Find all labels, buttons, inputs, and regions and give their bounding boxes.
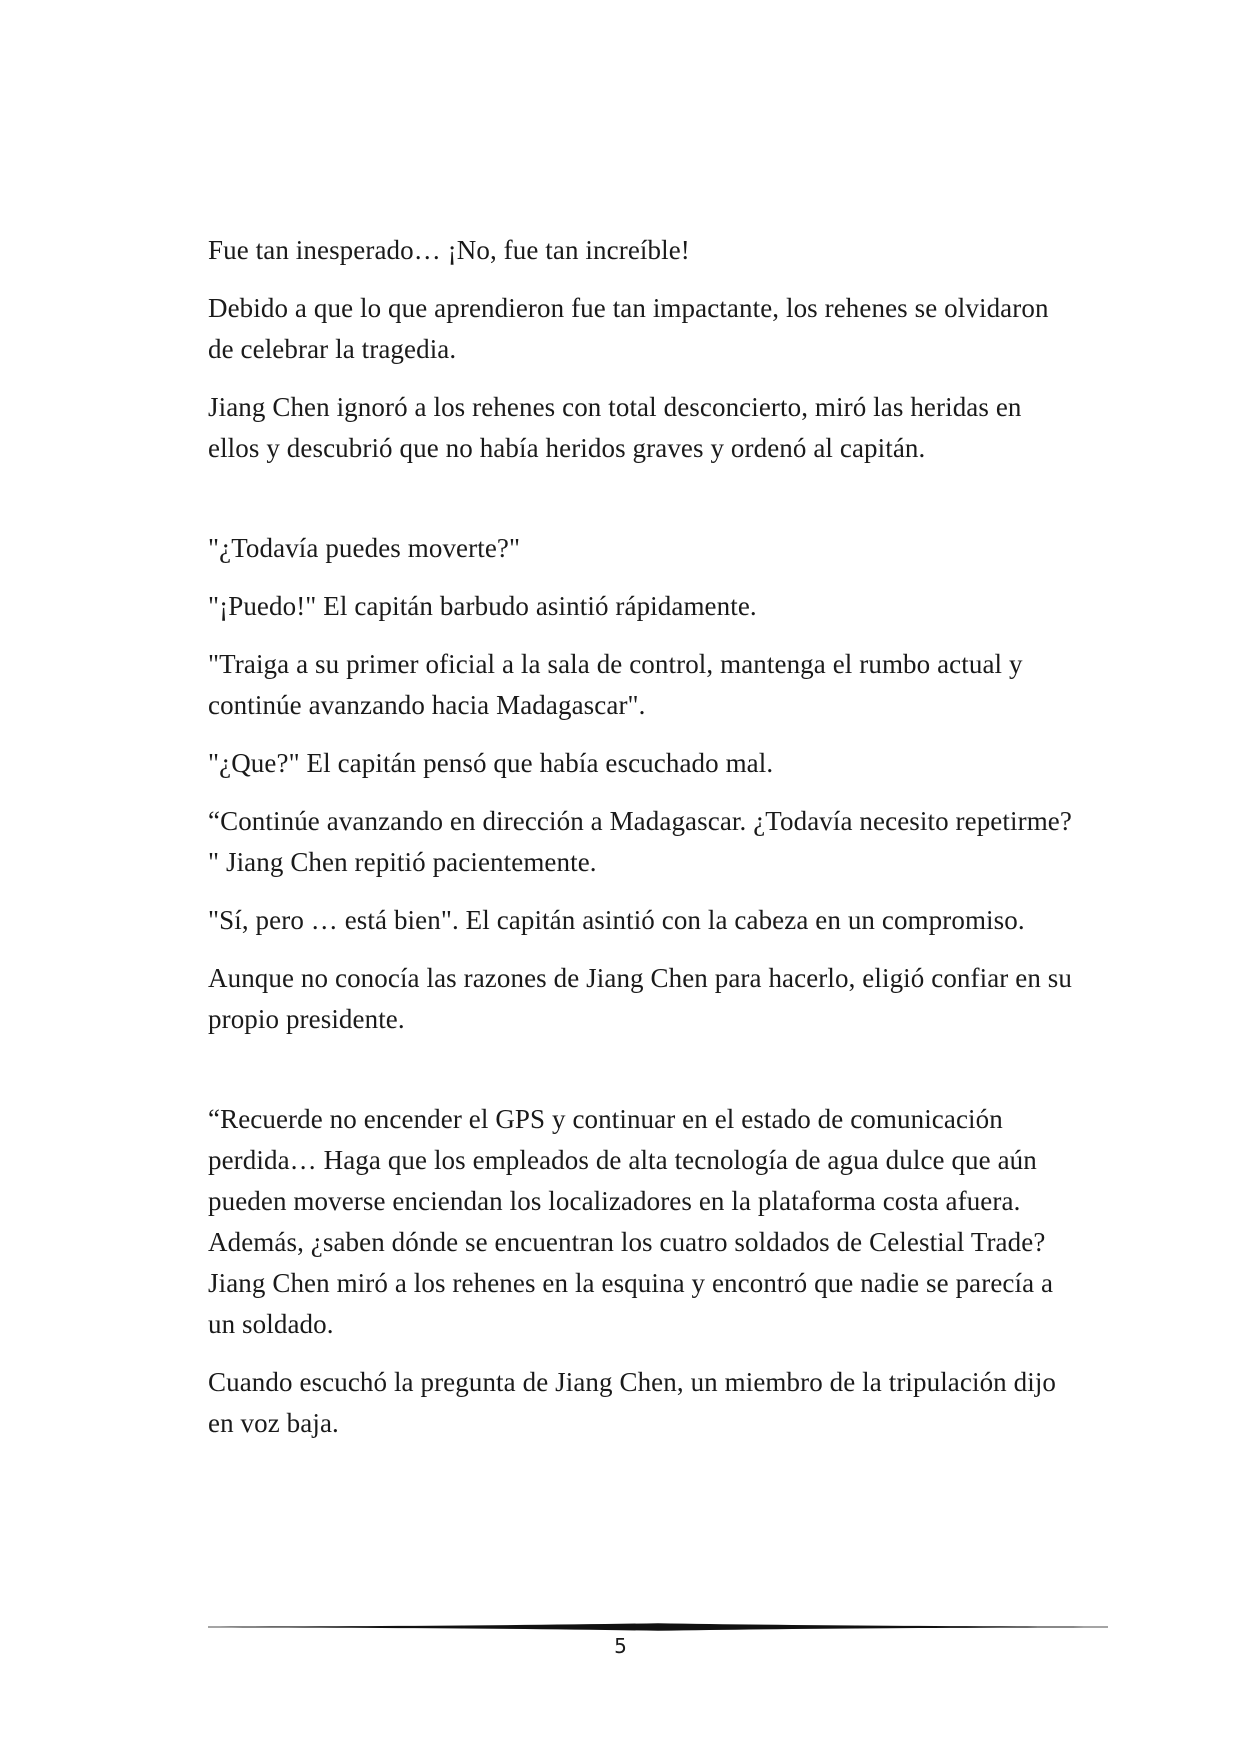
- paragraph: "Traiga a su primer oficial a la sala de control, mantenga el rumbo actual y continúe avanzando hacia Madagascar".: [208, 649, 1023, 720]
- text-body: [208, 230, 1078, 1461]
- paragraph: "¿Que?" El capitán pensó que había escuchado mal.: [208, 748, 774, 778]
- paragraph: "Sí, pero … está bien". El capitán asintió con la cabeza en un compromiso.: [208, 905, 1025, 935]
- section-gap: [208, 486, 1078, 528]
- paragraph: Aunque no conocía las razones de Jiang Chen para hacerlo, eligió confiar en su propio presidente.: [208, 963, 1072, 1034]
- paragraph: Jiang Chen ignoró a los rehenes con total desconcierto, miró las heridas en ellos y descubrió que no había heridos graves y ordenó al capitán.: [208, 392, 1022, 463]
- page-number: 5: [614, 1634, 627, 1658]
- footer-rule: [208, 1622, 1108, 1632]
- paragraph: Debido a que lo que aprendieron fue tan impactante, los rehenes se olvidaron de celebrar la tragedia.: [208, 293, 1049, 364]
- section-gap: [208, 1057, 1078, 1099]
- paragraph: “Continúe avanzando en dirección a Madagascar. ¿Todavía necesito repetirme? " Jiang Chen repitió pacientemente.: [208, 806, 1072, 877]
- footer-rule-shape: [208, 1623, 1108, 1631]
- paragraph: Fue tan inesperado… ¡No, fue tan increíble!: [208, 235, 690, 265]
- paragraph: "¿Todavía puedes moverte?": [208, 533, 521, 563]
- paragraph: Cuando escuchó la pregunta de Jiang Chen, un miembro de la tripulación dijo en voz baja.: [208, 1367, 1057, 1438]
- paragraph: "¡Puedo!" El capitán barbudo asintió rápidamente.: [208, 591, 757, 621]
- paragraph: “Recuerde no encender el GPS y continuar en el estado de comunicación perdida… Haga que los empleados de alta tecnología de agua dulce que aún pueden moverse enciendan los localizadores en la plataforma costa afuera. Además, ¿saben dónde se encuentran los cuatro soldados de Celestial Trade? Jiang Chen miró a los rehenes en la esquina y encontró que nadie se parecía a un soldado.: [208, 1104, 1054, 1339]
